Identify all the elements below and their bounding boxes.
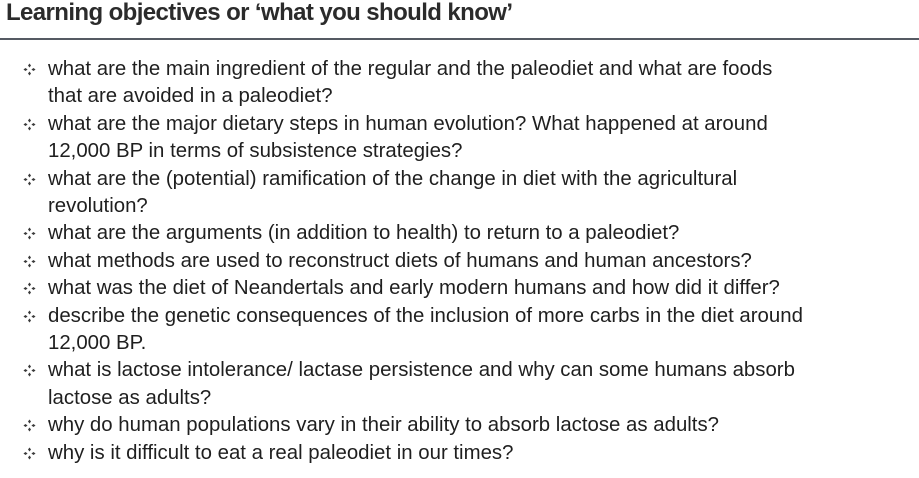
objective-line: that are avoided in a paleodiet? (48, 85, 333, 108)
objective-line: 12,000 BP. (48, 332, 147, 355)
four-point-star-diamond-icon (23, 118, 36, 131)
page-title: Learning objectives or ‘what you should know’ (6, 0, 513, 26)
four-point-star-diamond-icon (23, 255, 36, 268)
objective-item (22, 275, 914, 302)
four-point-star-diamond-icon (23, 364, 36, 377)
four-point-star-diamond-icon (23, 282, 36, 295)
objective-line: what was the diet of Neandertals and early modern humans and how did it differ? (48, 277, 780, 300)
four-point-star-diamond-icon (23, 63, 36, 76)
objective-item (22, 166, 914, 221)
objective-item (22, 303, 914, 358)
objective-item (22, 412, 914, 439)
objective-item (22, 248, 914, 275)
objectives-list (22, 56, 914, 467)
four-point-star-diamond-icon (23, 173, 36, 186)
objective-line: why is it difficult to eat a real paleodiet in our times? (48, 441, 514, 464)
title-bar (0, 0, 919, 38)
four-point-star-diamond-icon (23, 227, 36, 240)
objective-line: what are the arguments (in addition to health) to return to a paleodiet? (48, 222, 680, 245)
objective-line: revolution? (48, 195, 148, 218)
objective-line: what are the major dietary steps in human evolution? What happened at around (48, 112, 768, 135)
objective-line: 12,000 BP in terms of subsistence strategies? (48, 140, 463, 163)
objective-line: what methods are used to reconstruct diets of humans and human ancestors? (48, 249, 752, 272)
objective-line: what are the main ingredient of the regular and the paleodiet and what are foods (48, 58, 773, 80)
four-point-star-diamond-icon (23, 310, 36, 323)
objective-item (22, 111, 914, 166)
objective-line: why do human populations vary in their ability to absorb lactose as adults? (48, 414, 720, 437)
objective-line: what is lactose intolerance/ lactase persistence and why can some humans absorb (48, 359, 795, 382)
objective-line: describe the genetic consequences of the inclusion of more carbs in the diet around (48, 304, 803, 327)
objective-item (22, 357, 914, 412)
objective-line: what are the (potential) ramification of the change in diet with the agricultural (48, 167, 738, 190)
objective-item (22, 440, 914, 467)
objective-item (22, 56, 914, 111)
title-divider (0, 38, 919, 40)
objective-item (22, 220, 914, 247)
four-point-star-diamond-icon (23, 447, 36, 460)
four-point-star-diamond-icon (23, 419, 36, 432)
objective-line: lactose as adults? (48, 386, 212, 409)
